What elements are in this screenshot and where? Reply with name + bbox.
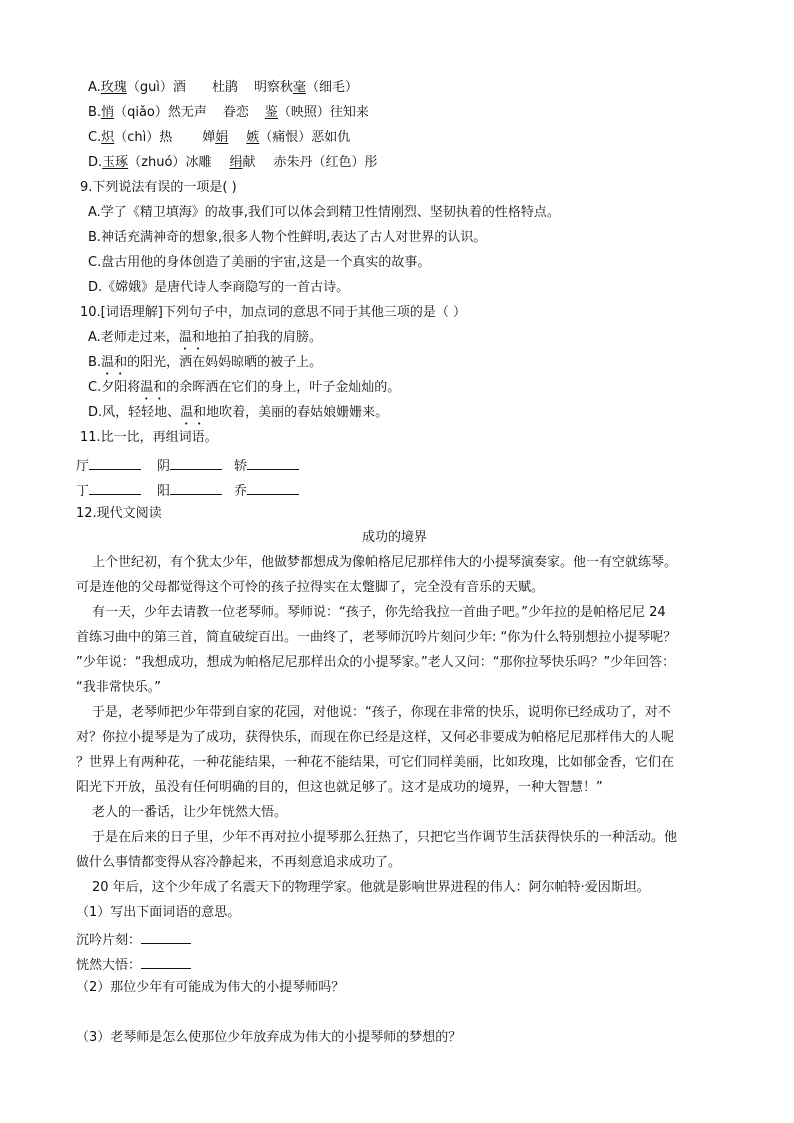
q10-question: 10.[词语理解]下列句子中，加点词的意思不同于其他三项的是（ ） (80, 305, 466, 320)
answer-blank[interactable] (170, 480, 222, 495)
answer-blank[interactable] (89, 455, 141, 470)
underlined-char: 绢 (229, 155, 243, 170)
passage-line: 阳光下开放，虽没有任何明确的目的，但这也就足够了。这才是成功的境界，一种大智慧！” (76, 780, 603, 795)
answer-blank[interactable] (247, 455, 299, 470)
answer-blank[interactable] (247, 480, 299, 495)
gloss: （细毛） (305, 80, 358, 95)
gloss: （映照）往知来 (277, 105, 369, 120)
term-row (76, 954, 191, 975)
passage-line: “我非常快乐。” (76, 680, 161, 695)
q8-option-a (88, 79, 358, 97)
passage-line: 做什么事情都变得从容冷静起来，不再刻意追求成功了。 (76, 855, 402, 870)
underlined-char: 嫉 (246, 130, 260, 145)
passage-line: 于是，老琴师把少年带到自家的花园，对他说：“孩子，你现在非常的快乐，说明你已经成功了，对不 (92, 705, 671, 720)
char: 乔 (234, 484, 248, 499)
answer-blank[interactable] (170, 455, 222, 470)
char: 阳 (157, 484, 171, 499)
char: 轿 (234, 459, 248, 474)
underlined-char: 毫 (292, 80, 306, 95)
subquestion-3: （3）老琴师是怎么使那位少年放弃成为伟大的小提琴师的梦想的？ (76, 1030, 462, 1045)
q8-option-c (88, 129, 350, 147)
answer-blank[interactable] (141, 954, 191, 969)
passage-line: 20 年后，这个少年成了名震天下的物理学家。他就是影响世界进程的伟人：阿尔帕特·爱因斯坦。 (92, 880, 650, 895)
q9-option-b: B.神话充满神奇的想象,很多人物个性鲜明,表达了古人对世界的认识。 (88, 230, 487, 245)
gloss: （痛恨）恶如仇 (259, 130, 351, 145)
q10-option-a (88, 329, 322, 353)
pinyin: （chì） (114, 130, 160, 145)
word: 婵 (202, 130, 216, 145)
subquestion-1: （1）写出下面词语的意思。 (76, 905, 241, 920)
char: 丁 (76, 484, 90, 499)
word-tail: 冰雕 (185, 155, 212, 170)
q10-option-c (88, 379, 400, 403)
text: 的余晖洒在它们的身上，叶子金灿灿的。 (166, 380, 401, 395)
underlined-word: 玉琢 (102, 155, 129, 170)
dotted-word: 温和 (178, 330, 205, 345)
word: 献 (242, 155, 256, 170)
text: A.老师走过来， (88, 330, 179, 345)
q8-option-b (88, 104, 369, 122)
text: D.风，轻轻地、 (88, 405, 181, 420)
q9-option-c: C.盘古用他的身体创造了美丽的宇宙,这是一个真实的故事。 (88, 255, 431, 270)
q8-option-d (88, 154, 378, 172)
passage-line: 老人的一番话，让少年恍然大悟。 (92, 805, 288, 820)
pinyin: （guì） (126, 80, 173, 95)
passage-line: 首练习曲中的第三首，简直破绽百出。一曲终了，老琴师沉吟片刻问少年: “你为什么特别想拉小提琴呢？ (76, 630, 677, 645)
q11-row-1 (76, 455, 299, 476)
word-tail: 酒 (172, 80, 186, 95)
passage-line: ”少年说：“我想成功，想成为帕格尼尼那样出众的小提琴家。”老人又问：“那你拉琴快乐吗？”少年回答： (76, 655, 676, 670)
char: 厅 (76, 459, 90, 474)
dotted-word: 温和 (140, 380, 167, 395)
text: 地吹着，美丽的春姑娘姗姗来。 (206, 405, 389, 420)
q11-question: 11.比一比，再组词语。 (80, 430, 218, 445)
term-label: 恍然大悟： (76, 958, 142, 973)
dotted-word: 温和 (101, 355, 128, 370)
answer-blank[interactable] (141, 929, 191, 944)
q11-row-2 (76, 480, 299, 501)
char: 阴 (157, 459, 171, 474)
passage-line: 对？你拉小提琴是为了成功，获得快乐，而现在你已经是这样，又何必非要成为帕格尼尼那样伟大的人呢 (76, 730, 675, 745)
passage-title: 成功的境界 (362, 530, 428, 545)
dotted-word: 温和 (180, 405, 207, 420)
underlined-char: 鉴 (264, 105, 278, 120)
word: 眷恋 (222, 105, 249, 120)
passage-line: ？世界上有两种花，一种花能结果，一种花不能结果，可它们同样美丽，比如玫瑰，比如郁金香，它们在 (76, 755, 675, 770)
word-tail: 然无声 (167, 105, 207, 120)
text: B. (88, 355, 102, 370)
word: 明察秋 (253, 80, 293, 95)
q12-question: 12.现代文阅读 (76, 506, 162, 521)
option-label: A. (88, 80, 101, 95)
q9-option-d: D.《嫦娥》是唐代诗人李商隐写的一首古诗。 (88, 280, 350, 295)
text: 的阳光，洒在妈妈晾晒的被子上。 (127, 355, 323, 370)
gloss: （红色）彤 (312, 155, 378, 170)
option-label: B. (88, 105, 102, 120)
q9-option-a: A.学了《精卫填海》的故事,我们可以体会到精卫性情刚烈、坚韧执着的性格特点。 (88, 205, 560, 220)
passage-line: 有一天，少年去请教一位老琴师。琴师说：“孩子，你先给我拉一首曲子吧。”少年拉的是帕格尼尼 24 (92, 605, 666, 620)
underlined-char: 炽 (101, 130, 115, 145)
passage-line: 可是连他的父母都觉得这个可怜的孩子拉得实在太蹩脚了，完全没有音乐的天赋。 (76, 580, 545, 595)
option-label: C. (88, 130, 102, 145)
word: 杜鹃 (211, 80, 238, 95)
term-row (76, 929, 191, 950)
subquestion-2: （2）那位少年有可能成为伟大的小提琴师吗？ (76, 980, 345, 995)
answer-blank[interactable] (89, 480, 141, 495)
q9-question: 9.下列说法有误的一项是( ) (80, 180, 237, 195)
term-label: 沉吟片刻： (76, 933, 142, 948)
underlined-char: 娟 (215, 130, 229, 145)
pinyin: （zhuó） (128, 155, 186, 170)
passage-line: 于是在后来的日子里，少年不再对拉小提琴那么狂热了，只把它当作调节生活获得快乐的一种活动。他 (92, 830, 678, 845)
q10-option-b (88, 354, 322, 378)
pinyin: （qiǎo） (114, 105, 168, 120)
text: C.夕阳将 (88, 380, 141, 395)
text: 地拍了拍我的肩膀。 (204, 330, 322, 345)
underlined-char: 悄 (101, 105, 115, 120)
q10-option-d (88, 404, 388, 428)
option-label: D. (88, 155, 103, 170)
underlined-word: 玫瑰 (100, 80, 127, 95)
word-tail: 热 (159, 130, 173, 145)
passage-line: 上个世纪初，有个犹太少年，他做梦都想成为像帕格尼尼那样伟大的小提琴演奏家。他一有空就练琴。 (92, 555, 678, 570)
word: 赤朱丹 (273, 155, 313, 170)
